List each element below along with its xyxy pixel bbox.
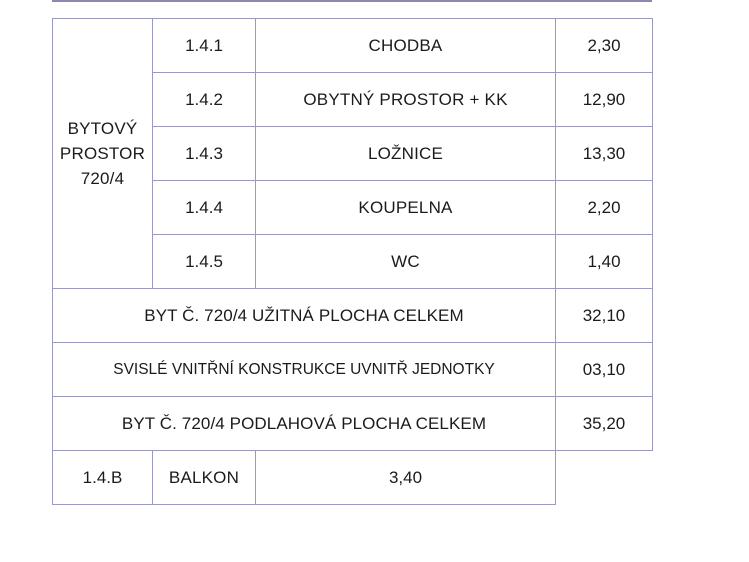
room-area: 2,30 xyxy=(556,19,653,73)
room-area: 13,30 xyxy=(556,127,653,181)
unit-label-line-2: PROSTOR xyxy=(59,144,146,163)
summary-label: BYT Č. 720/4 UŽITNÁ PLOCHA CELKEM xyxy=(53,289,556,343)
room-number: 1.4.5 xyxy=(153,235,256,289)
room-name: CHODBA xyxy=(256,19,556,73)
summary-label: BYT Č. 720/4 PODLAHOVÁ PLOCHA CELKEM xyxy=(53,397,556,451)
summary-label: SVISLÉ VNITŘNÍ KONSTRUKCE UVNITŘ JEDNOTKY xyxy=(53,343,556,397)
room-number: 1.4.4 xyxy=(153,181,256,235)
summary-area: 32,10 xyxy=(556,289,653,343)
table-row xyxy=(53,19,653,73)
unit-label-cell xyxy=(53,19,153,289)
floorplan-table-wrapper xyxy=(52,18,652,505)
unit-label-line-3: 720/4 xyxy=(80,169,125,188)
room-name: OBYTNÝ PROSTOR + KK xyxy=(256,73,556,127)
room-number: 1.4.3 xyxy=(153,127,256,181)
unit-label-line-1: BYTOVÝ xyxy=(67,119,138,138)
summary-area: 35,20 xyxy=(556,397,653,451)
room-area: 1,40 xyxy=(556,235,653,289)
room-number: 1.4.1 xyxy=(153,19,256,73)
summary-area: 03,10 xyxy=(556,343,653,397)
table-row xyxy=(53,451,653,505)
room-schedule-table xyxy=(52,18,653,505)
table-row-summary xyxy=(53,289,653,343)
table-row-summary xyxy=(53,397,653,451)
room-number: 1.4.B xyxy=(53,451,153,505)
room-area: 2,20 xyxy=(556,181,653,235)
table-top-rule xyxy=(52,0,652,2)
room-name: KOUPELNA xyxy=(256,181,556,235)
room-area: 12,90 xyxy=(556,73,653,127)
table-row-summary xyxy=(53,343,653,397)
room-name: BALKON xyxy=(153,451,256,505)
room-area: 3,40 xyxy=(256,451,556,505)
room-number: 1.4.2 xyxy=(153,73,256,127)
room-name: LOŽNICE xyxy=(256,127,556,181)
room-name: WC xyxy=(256,235,556,289)
